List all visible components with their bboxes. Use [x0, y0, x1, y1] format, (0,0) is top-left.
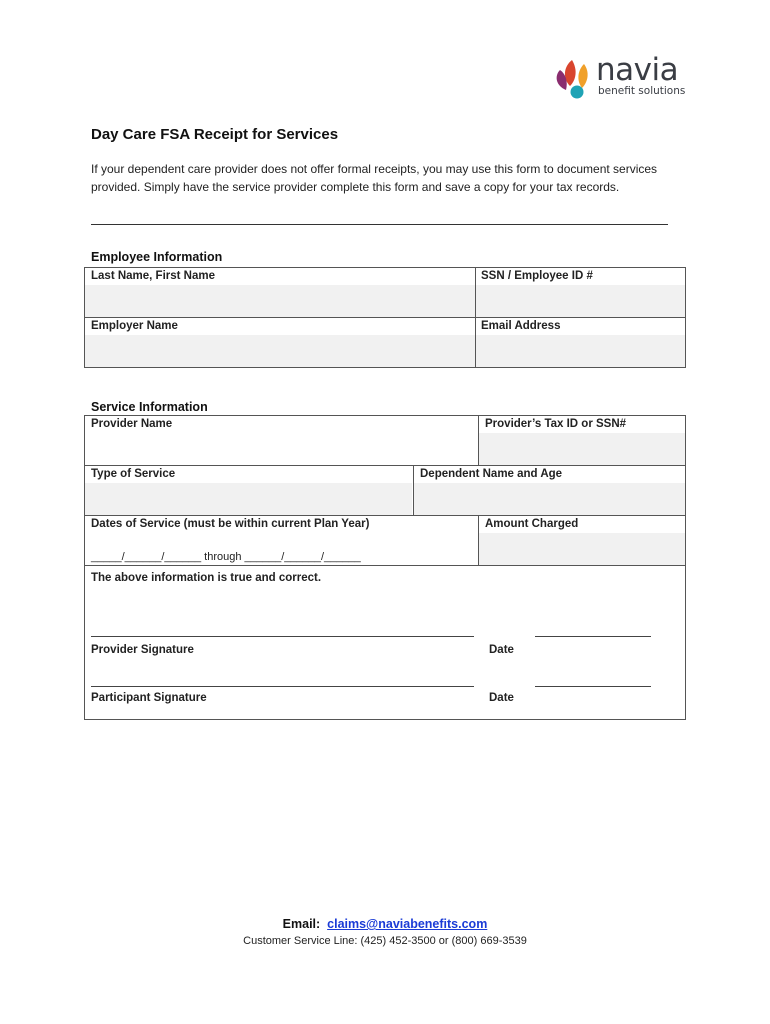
- employee-info-table: [84, 267, 686, 368]
- employer-name-field[interactable]: [85, 335, 475, 367]
- row-divider: [85, 465, 685, 466]
- row-divider: [85, 515, 685, 516]
- column-divider: [413, 465, 414, 515]
- column-divider: [475, 268, 476, 367]
- attestation-text: The above information is true and correct.: [91, 572, 322, 584]
- column-divider: [478, 416, 479, 465]
- amount-charged-field[interactable]: [479, 533, 685, 565]
- type-of-service-field[interactable]: [85, 483, 412, 515]
- email-address-label: Email Address: [481, 320, 561, 332]
- amount-charged-label: Amount Charged: [485, 518, 579, 530]
- participant-date-label: Date: [489, 692, 514, 704]
- participant-signature-label: Participant Signature: [91, 692, 207, 704]
- customer-service-line: Customer Service Line: (425) 452-3500 or (800) 669-3539: [243, 935, 527, 947]
- claims-email-link[interactable]: claims@naviabenefits.com: [327, 917, 488, 931]
- employer-name-label: Employer Name: [91, 320, 178, 332]
- dependent-name-age-label: Dependent Name and Age: [420, 468, 563, 480]
- employee-section-heading: Employee Information: [91, 250, 223, 264]
- brand-tagline: benefit solutions: [598, 85, 686, 97]
- dependent-name-age-field[interactable]: [414, 483, 685, 515]
- participant-signature-line[interactable]: [91, 686, 474, 687]
- intro-text: If your dependent care provider does not offer formal receipts, you may use this form to document services provided. Simply have the service provider complete this form and save a copy for your tax records.: [91, 162, 658, 194]
- ssn-field[interactable]: [476, 285, 685, 317]
- type-of-service-label: Type of Service: [91, 468, 176, 480]
- provider-signature-label: Provider Signature: [91, 644, 194, 656]
- dates-of-service-field[interactable]: _____/______/______ through ______/______/______: [91, 551, 361, 563]
- participant-date-line[interactable]: [535, 686, 651, 687]
- dates-of-service-label: Dates of Service (must be within current Plan Year): [91, 518, 370, 530]
- last-first-name-field[interactable]: [85, 285, 475, 317]
- provider-name-label: Provider Name: [91, 418, 173, 430]
- provider-date-label: Date: [489, 644, 514, 656]
- provider-tax-id-label: Provider’s Tax ID or SSN#: [485, 418, 627, 430]
- provider-tax-id-field[interactable]: [479, 433, 685, 465]
- provider-signature-line[interactable]: [91, 636, 474, 637]
- column-divider: [478, 515, 479, 565]
- provider-date-line[interactable]: [535, 636, 651, 637]
- form-title: Day Care FSA Receipt for Services: [91, 126, 339, 143]
- footer-email-line: [0, 917, 770, 931]
- service-info-table: [84, 415, 686, 720]
- last-first-name-label: Last Name, First Name: [91, 270, 215, 282]
- service-section-heading: Service Information: [91, 400, 208, 414]
- row-divider: [85, 317, 685, 318]
- divider: [91, 224, 668, 225]
- brand-name: navia: [596, 52, 679, 88]
- email-address-field[interactable]: [476, 335, 685, 367]
- provider-name-field[interactable]: [85, 433, 477, 465]
- ssn-label: SSN / Employee ID #: [481, 270, 593, 282]
- row-divider: [85, 565, 685, 566]
- footer-email-label: Email:: [282, 917, 321, 931]
